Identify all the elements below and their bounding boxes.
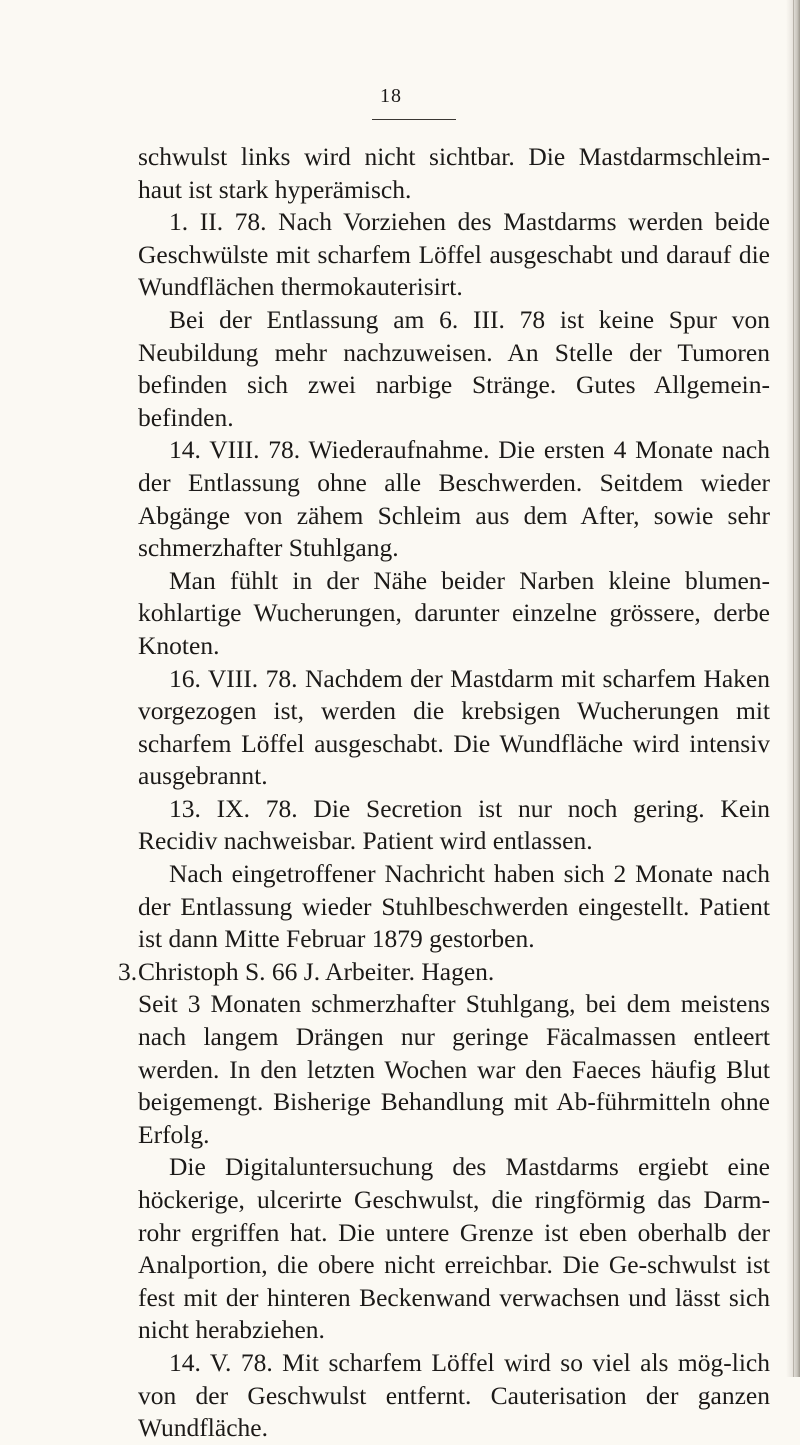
page-number: 18 xyxy=(380,85,402,107)
paragraph: Man fühlt in der Nähe beider Narben kleine blumen-kohlartige Wucherungen, darunter einzelne grössere, derbe Knoten. xyxy=(138,565,770,660)
paragraph: Die Digitaluntersuchung des Mastdarms ergiebt eine höckerige, ulcerirte Geschwulst, die ringförmig das Darm-rohr ergriffen hat. Die untere Grenze ist eben oberhalb der Analportion, die obere nicht erreichbar. Die Ge-schwulst ist fest mit der hinteren Beckenwand verwachsen und lässt sich nicht herabziehen. xyxy=(138,1152,770,1345)
paragraph: Seit 3 Monaten schmerzhafter Stuhlgang, bei dem meistens nach langem Drängen nur geringe Fäcalmassen entleert werden. In den letzten Wochen war den Faeces häufig Blut beigemengt. Bisherige Behandlung mit Ab-führmitteln ohne Erfolg. xyxy=(138,989,770,1149)
paragraph: schwulst links wird nicht sichtbar. Die Mastdarmschleim-haut ist stark hyperämisch. xyxy=(138,142,770,204)
body-text xyxy=(118,141,770,1445)
case-number: 3. xyxy=(118,956,138,986)
page-edge-line xyxy=(793,0,794,1377)
paragraph: 1. II. 78. Nach Vorziehen des Mastdarms werden beide Geschwülste mit scharfem Löffel ausgeschabt und darauf die Wundflächen thermokauterisirt. xyxy=(138,207,770,302)
paragraph: 13. IX. 78. Die Secretion ist nur noch gering. Kein Recidiv nachweisbar. Patient wird entlassen. xyxy=(138,793,770,856)
paragraph: 14. V. 78. Mit scharfem Löffel wird so viel als mög-lich von der Geschwulst entfernt. Cauterisation der ganzen Wundfläche. xyxy=(138,1347,770,1443)
paragraph: 16. VIII. 78. Nachdem der Mastdarm mit scharfem Haken vorgezogen ist, werden die krebsigen Wucherungen mit scharfem Löffel ausgeschabt. Die Wundfläche wird intensiv ausgebrannt. xyxy=(138,663,770,791)
case-heading-text: Christoph S. 66 J. Arbeiter. Hagen. xyxy=(138,956,495,986)
paragraph: Nach eingetroffener Nachricht haben sich 2 Monate nach der Entlassung wieder Stuhlbeschwerden eingestellt. Patient ist dann Mitte Februar 1879 gestorben. xyxy=(138,859,770,954)
page-number-rule xyxy=(372,119,456,120)
paragraph: Bei der Entlassung am 6. III. 78 ist keine Spur von Neubildung mehr nachzuweisen. An Stelle der Tumoren befinden sich zwei narbige Stränge. Gutes Allgemein-befinden. xyxy=(138,304,770,432)
paragraph: 14. VIII. 78. Wiederaufnahme. Die ersten 4 Monate nach der Entlassung ohne alle Beschwerden. Seitdem wieder Abgänge von zähem Schleim aus dem After, sowie sehr schmerzhafter Stuhlgang. xyxy=(138,435,770,563)
case-heading xyxy=(118,956,770,989)
